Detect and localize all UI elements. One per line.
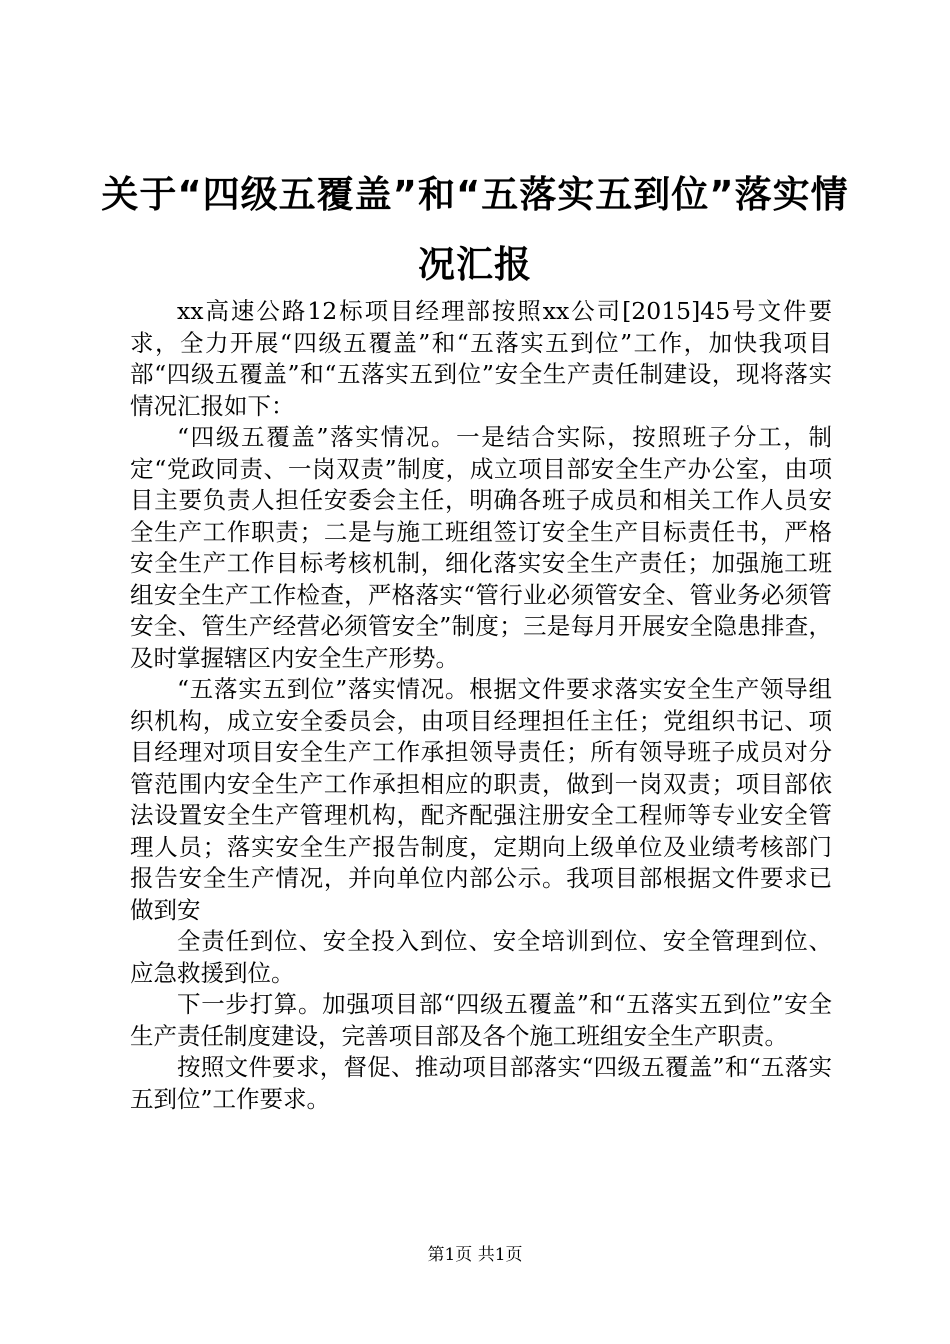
document-title: 关于“四级五覆盖”和“五落实五到位”落实情况汇报 (101, 173, 849, 286)
paragraph-requirements: 按照文件要求，督促、推动项目部落实“四级五覆盖”和“五落实五到位”工作要求。 (130, 1053, 832, 1113)
paragraph-five-implementations: “五落实五到位”落实情况。根据文件要求落实安全生产领导组织机构，成立安全委员会，由项目经理担任主任；党组织书记、项目经理对项目安全生产工作承担领导责任；所有领导班子成员对分管范围内安全生产工作承担相应的职责，做到一岗双责；项目部依法设置安全生产管理机构，配齐配强注册安全工程师等专业安全管理人员；落实安全生产报告制度，定期向上级单位及业绩考核部门报告安全生产情况，并向单位内部公示。我项目部根据文件要求已做到安 (130, 675, 832, 924)
paragraph-four-levels: “四级五覆盖”落实情况。一是结合实际，按照班子分工，制定“党政同责、一岗双责”制度，成立项目部安全生产办公室，由项目主要负责人担任安委会主任，明确各班子成员和相关工作人员安全生产工作职责；二是与施工班组签订安全生产目标责任书，严格安全生产工作目标考核机制，细化落实安全生产责任；加强施工班组安全生产工作检查，严格落实“管行业必须管安全、管业务必须管安全、管生产经营必须管安全”制度；三是每月开展安全隐患排查，及时掌握辖区内安全生产形势。 (130, 423, 832, 672)
paragraph-five-in-place: 全责任到位、安全投入到位、安全培训到位、安全管理到位、应急救援到位。 (130, 927, 832, 987)
document-body (130, 296, 832, 1115)
paragraph-next-steps: 下一步打算。加强项目部“四级五覆盖”和“五落实五到位”安全生产责任制度建设，完善项目部及各个施工班组安全生产职责。 (130, 990, 832, 1050)
page-footer: 第1页 共1页 (427, 1245, 523, 1265)
paragraph-intro: xx高速公路12标项目经理部按照xx公司[2015]45号文件要求，全力开展“四级五覆盖”和“五落实五到位”工作，加快我项目部“四级五覆盖”和“五落实五到位”安全生产责任制建设，现将落实情况汇报如下： (130, 297, 832, 420)
